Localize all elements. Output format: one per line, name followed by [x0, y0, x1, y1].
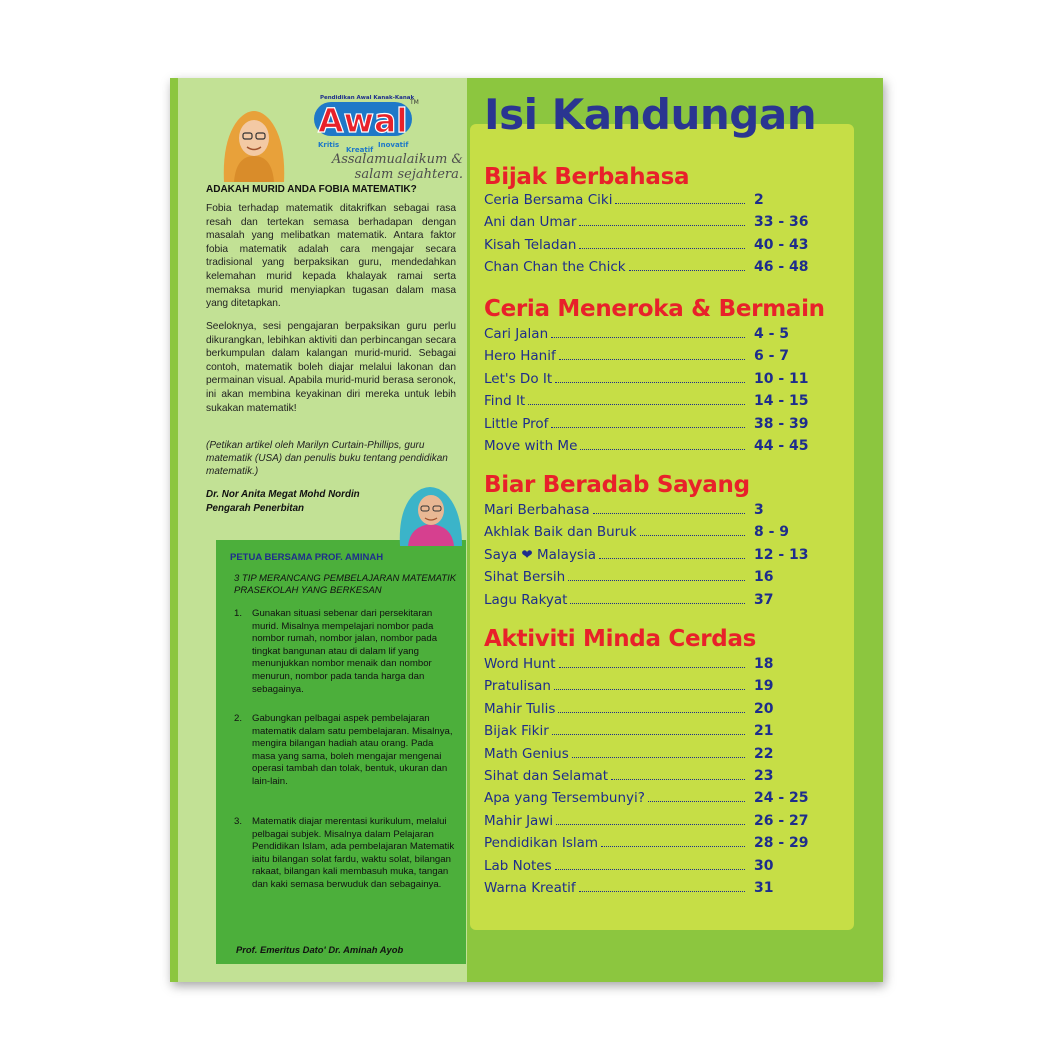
dot-leader [615, 193, 745, 204]
contents-entry [484, 701, 810, 721]
contents-entry-page: 20 [754, 700, 774, 717]
contents-entry-page: 21 [754, 723, 774, 740]
contents-entry-page: 16 [754, 569, 774, 586]
dot-leader [568, 570, 745, 581]
contents-entry-page: 24 - 25 [754, 790, 809, 807]
contents-entry [484, 524, 810, 544]
contents-entry-page: 4 - 5 [754, 326, 790, 342]
dot-leader [629, 260, 745, 271]
tip-number: 3. [234, 816, 243, 827]
dot-leader [640, 525, 745, 536]
tip-item [234, 713, 456, 789]
contents-entry-label: Chan Chan the Chick [484, 259, 626, 276]
contents-entry-label: Lagu Rakyat [484, 591, 568, 608]
contents-entry-page: 28 - 29 [754, 835, 809, 852]
dot-leader [552, 724, 745, 735]
contents-entry-page: 10 - 11 [754, 370, 809, 387]
contents-entry-page: 19 [754, 678, 774, 695]
tip-text: Gunakan situasi sebenar dari persekitaran murid. Misalnya mempelajari nombor pada nombor rumah, nombor jalan, nombor pada tingkat bangunan atau di dalam lif yang menunjukkan nombor menaik dan nombor menurun, nombor pada tanda harga dan sebagainya. [252, 608, 438, 695]
contents-entry-label: Warna Kreatif [484, 880, 576, 896]
contents-entry [484, 348, 810, 368]
dot-leader [611, 769, 745, 780]
magazine-page [170, 78, 883, 982]
contents-entry-label: Hero Hanif [484, 348, 556, 365]
contents-entry-page: 33 - 36 [754, 214, 809, 231]
contents-entry [484, 502, 810, 522]
contents-entry [484, 835, 810, 855]
contents-entry [484, 416, 810, 436]
contents-entry-label: Mari Berbahasa [484, 502, 590, 518]
tip-item [234, 816, 456, 892]
contents-entry-page: 46 - 48 [754, 259, 809, 276]
svg-text:Inovatif: Inovatif [378, 141, 409, 149]
svg-text:TM: TM [410, 99, 419, 106]
awal-logo [300, 90, 420, 156]
contents-entry-page: 6 - 7 [754, 348, 790, 365]
editor-portrait [218, 100, 290, 182]
contents-entry-page: 37 [754, 591, 774, 608]
contents-entry [484, 790, 810, 810]
contents-entry-page: 18 [754, 656, 774, 672]
contents-entry-label: Lab Notes [484, 857, 552, 874]
professor-portrait [396, 476, 466, 546]
dot-leader [580, 439, 745, 450]
contents-entry [484, 592, 810, 612]
tips-subheading: 3 TIP MERANCANG PEMBELAJARAN MATEMATIK PRASEKOLAH YANG BERKESAN [234, 573, 457, 596]
dot-leader [558, 702, 745, 713]
dot-leader [579, 215, 745, 226]
contents-entry-label: Mahir Tulis [484, 700, 556, 717]
contents-entry [484, 569, 810, 589]
contents-entry-label: Saya ❤ Malaysia [484, 546, 596, 563]
dot-leader [601, 836, 745, 847]
contents-entry-label: Let's Do It [484, 370, 553, 387]
contents-entry [484, 746, 810, 766]
dot-leader [554, 679, 745, 690]
contents-entry-label: Find It [484, 393, 526, 410]
dot-leader [555, 372, 745, 383]
contents-entry-label: Pratulisan [484, 678, 551, 695]
dot-leader [570, 593, 745, 604]
contents-entry-page: 3 [754, 502, 764, 518]
contents-entry-label: Apa yang Tersembunyi? [484, 790, 645, 807]
contents-entry [484, 214, 810, 234]
contents-entry [484, 768, 810, 788]
contents-entry [484, 371, 810, 391]
dot-leader [593, 503, 745, 514]
left-border-strip [170, 78, 178, 982]
article-paragraph-1: Fobia terhadap matematik ditakrifkan sebagai rasa resah dan tertekan semasa berhadapan dengan masalah yang melibatkan matematik. Antara faktor fobia matematik adalah cara mengajar secara tradisional yang berpaksikan guru, mendedahkan kelemahan murid kepada khalayak ramai serta memaksa murid menyiapkan tugasan dalam masa yang ditetapkan. [206, 203, 456, 310]
contents-entry [484, 813, 810, 833]
dot-leader [579, 881, 745, 892]
tip-text: Gabungkan pelbagai aspek pembelajaran matematik dalam satu pembelajaran. Misalnya, mengira bilangan hadiah atau orang. Pada masa yang sama, boleh mengajar mengenai operasi tambah dan tolak, bentuk, ukuran dan lain-lain. [252, 713, 453, 787]
svg-text:Pendidikan Awal Kanak-Kanak: Pendidikan Awal Kanak-Kanak [320, 95, 415, 101]
contents-entry-page: 40 - 43 [754, 236, 809, 253]
contents-entry-page: 23 [754, 768, 774, 784]
dot-leader [572, 747, 745, 758]
contents-entry [484, 656, 810, 676]
article-headline: ADAKAH MURID ANDA FOBIA MATEMATIK? [206, 184, 417, 195]
contents-entry-page: 2 [754, 192, 764, 208]
signature-name: Dr. Nor Anita Megat Mohd Nordin [206, 489, 360, 500]
contents-entry [484, 880, 810, 900]
contents-entry [484, 723, 810, 743]
contents-entry-label: Kisah Teladan [484, 236, 577, 253]
contents-entry-page: 30 [754, 857, 774, 874]
contents-entry [484, 858, 810, 878]
dot-leader [648, 791, 745, 802]
contents-entry-label: Akhlak Baik dan Buruk [484, 524, 637, 541]
contents-entry-label: Move with Me [484, 438, 578, 454]
tip-number: 1. [234, 608, 243, 619]
tip-item [234, 608, 456, 696]
svg-text:Awal: Awal [318, 101, 408, 140]
contents-section-title: Biar Beradab Sayang [484, 472, 750, 498]
dot-leader [555, 859, 745, 870]
contents-entry [484, 438, 810, 458]
contents-entry [484, 547, 810, 567]
tips-heading: PETUA BERSAMA PROF. AMINAH [230, 552, 384, 563]
contents-entry-page: 22 [754, 745, 774, 762]
dot-leader [579, 238, 745, 249]
article-source-note: (Petikan artikel oleh Marilyn Curtain-Phillips, guru matematik (USA) dan penulis buku tentang pendidikan matematik.) [206, 440, 448, 477]
tips-signature: Prof. Emeritus Dato' Dr. Aminah Ayob [236, 944, 404, 955]
contents-section-title: Aktiviti Minda Cerdas [484, 626, 757, 652]
contents-entry-label: Cari Jalan [484, 326, 549, 342]
tip-text: Matematik diajar merentasi kurikulum, melalui pelbagai subjek. Misalnya dalam Pelajaran Pendidikan Islam, ada pembelajaran Matematik iaitu bilangan solat fardu, waktu solat, bilangan rakaat, bilangan kali membasuh muka, tangan dan kaki semasa berwuduk dan sebagainya. [252, 816, 455, 890]
dot-leader [559, 657, 745, 668]
contents-entry-label: Sihat Bersih [484, 569, 566, 586]
contents-entry [484, 259, 810, 279]
contents-entry-label: Ceria Bersama Ciki [484, 192, 613, 208]
contents-entry [484, 237, 810, 257]
contents-entry-page: 26 - 27 [754, 812, 809, 829]
contents-entry-label: Little Prof [484, 415, 549, 432]
contents-entry [484, 326, 810, 346]
tips-box [216, 540, 466, 964]
svg-text:Kreatif: Kreatif [346, 146, 374, 154]
contents-entry-label: Word Hunt [484, 656, 556, 672]
contents-entry-label: Bijak Fikir [484, 723, 549, 740]
article-paragraph-2: Seeloknya, sesi pengajaran berpaksikan guru perlu dikurangkan, lebihkan aktiviti dan perbincangan secara berkumpulan dalam kalangan murid-murid. Sebagai contoh, matematik boleh diajar melalui lakonan dan permainan visual. Apabila murid-murid berasa seronok, ini akan membina keyakinan diri mereka untuk lebih sukakan matematik! [206, 321, 456, 414]
svg-text:Kritis: Kritis [318, 141, 340, 149]
contents-title: Isi Kandungan [484, 90, 817, 139]
contents-entry [484, 192, 810, 212]
contents-section-title: Ceria Meneroka & Bermain [484, 296, 825, 322]
contents-entry-page: 8 - 9 [754, 524, 790, 541]
contents-entry-page: 31 [754, 880, 774, 896]
dot-leader [551, 327, 745, 338]
contents-entry-label: Ani dan Umar [484, 214, 577, 231]
dot-leader [599, 548, 745, 559]
contents-entry-page: 44 - 45 [754, 438, 809, 454]
contents-entry-label: Mahir Jawi [484, 812, 554, 829]
dot-leader [551, 417, 745, 428]
contents-section-title: Bijak Berbahasa [484, 164, 690, 190]
signature-role: Pengarah Penerbitan [206, 503, 304, 514]
contents-entry-label: Sihat dan Selamat [484, 768, 609, 784]
contents-entry-page: 38 - 39 [754, 415, 809, 432]
greeting-text: Assalamualaikum & salam sejahtera. [331, 152, 463, 182]
contents-entry-page: 14 - 15 [754, 393, 809, 410]
contents-entry-label: Pendidikan Islam [484, 835, 599, 852]
contents-entry [484, 393, 810, 413]
contents-entry-label: Math Genius [484, 745, 569, 762]
dot-leader [556, 814, 745, 825]
contents-entry-page: 12 - 13 [754, 546, 809, 563]
tip-number: 2. [234, 713, 243, 724]
dot-leader [559, 349, 745, 360]
contents-entry [484, 678, 810, 698]
dot-leader [528, 394, 745, 405]
